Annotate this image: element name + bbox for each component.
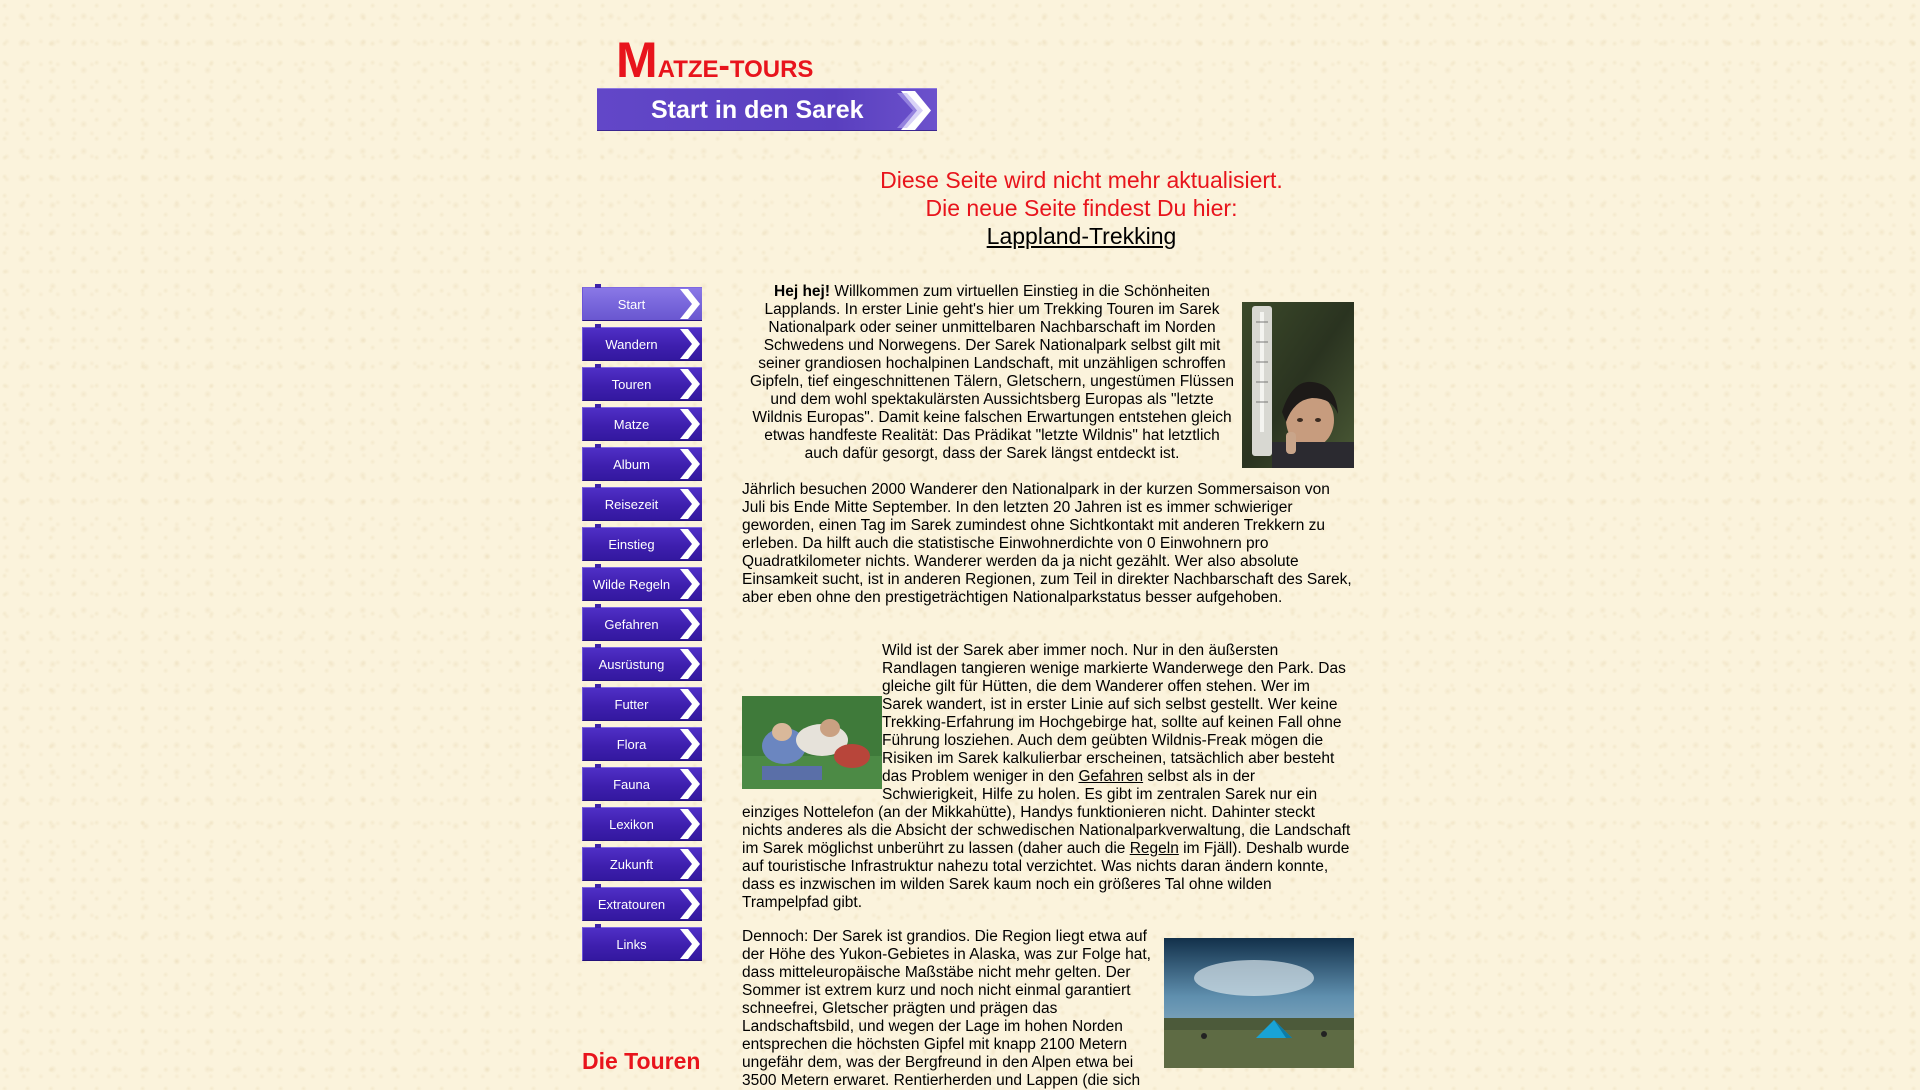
nav-label: Links	[616, 937, 647, 952]
nav-label: Flora	[616, 737, 647, 752]
nav-gefahren[interactable]	[582, 607, 702, 641]
nav-label: Einstieg	[608, 537, 655, 552]
chevron-right-icon	[677, 889, 701, 919]
thermometer-portrait-photo	[1242, 302, 1354, 468]
chevron-right-icon	[897, 91, 933, 130]
intro-text: Willkommen zum virtuellen Einstieg in die Schönheiten Lapplands. In erster Linie geht's hier um Trekking Touren im Sarek Nationalpark oder seiner unmittelbaren Nachbarschaft im Norden Schwedens und Norwegens. Der Sarek Nationalpark selbst gilt mit seiner grandiosen hochalpinen Landschaft, mit unzähligen schroffen Gipfeln, tief eingeschnittenen Tälern, Gletschern, ungestümen Flüssen und dem wohl spektakulärsten Aussichtsberg Europas als "letzte Wildnis Europas". Damit keine falschen Erwartungen entstehen gleich etwas handfeste Realität: Das Prädikat "letzte Wildnis" hat letztlich auch dafür gesorgt, dass der Sarek längst entdeckt ist.	[750, 283, 1234, 462]
nav-label: Wandern	[605, 337, 658, 352]
nav-label: Lexikon	[609, 817, 654, 832]
wilderness-text-a: Wild ist der Sarek aber immer noch. Nur in den äußersten Randlagen tangieren wenige markierte Wanderwege den Park. Das gleiche gilt für Hütten, die dem Wanderer offen stehen. Wer im Sarek wandert, ist in erster Linie auf sich selbst gestellt. Wer keine Trekking-Erfahrung im Hochgebirge hat, sollte auf keinen Fall ohne Führung losziehen. Auch dem geübten Wildnis-Freak mögen die Risiken im Sarek kalkulierbar erscheinen, tatsächlich aber besteht das Problem weniger in den	[882, 642, 1346, 785]
nav-einstieg[interactable]	[582, 527, 702, 561]
chevron-right-icon	[677, 809, 701, 839]
nav-extratouren[interactable]	[582, 887, 702, 921]
chevron-right-icon	[677, 649, 701, 679]
notice-line-2: Die neue Seite findest Du hier:	[925, 195, 1238, 221]
nav-label: Ausrüstung	[598, 657, 665, 672]
nav-zukunft[interactable]	[582, 847, 702, 881]
logo-initial: M	[616, 32, 658, 88]
chevron-right-icon	[677, 529, 701, 559]
tent-camp-photo	[1164, 938, 1354, 1068]
grandeur-paragraph	[742, 928, 1354, 1090]
nav-lexikon[interactable]	[582, 807, 702, 841]
nav-touren[interactable]	[582, 367, 702, 401]
nav-label: Matze	[613, 417, 650, 432]
nav-label: Reisezeit	[604, 497, 659, 512]
intro-greeting: Hej hej!	[774, 283, 831, 300]
notice-line-1: Diese Seite wird nicht mehr aktualisiert.	[880, 167, 1283, 193]
nav-wilde-regeln[interactable]	[582, 567, 702, 601]
main-content	[742, 283, 1354, 1090]
chevron-right-icon	[677, 289, 701, 319]
page-title-banner	[597, 88, 937, 131]
nav-futter[interactable]	[582, 687, 702, 721]
nav-reisezeit[interactable]	[582, 487, 702, 521]
chevron-right-icon	[677, 609, 701, 639]
wilderness-paragraph	[742, 642, 1354, 912]
update-notice	[800, 166, 1363, 250]
nav-album[interactable]	[582, 447, 702, 481]
gefahren-link[interactable]: Gefahren	[1078, 768, 1144, 785]
chevron-right-icon	[677, 449, 701, 479]
touren-heading: Die Touren	[582, 1048, 701, 1074]
chevron-right-icon	[677, 769, 701, 799]
grandeur-text: Dennoch: Der Sarek ist grandios. Die Region liegt etwa auf der Höhe des Yukon-Gebietes in Alaska, was zur Folge hat, dass mitteleuropäische Maßstäbe nicht mehr gelten. Der Sommer ist extrem kurz und noch nicht einmal garantiert schneefrei, Gletscher prägten und prägen das Landschaftsbild, und wegen der Lage im hohen Norden entsprechen die höchsten Gipfel mit knapp 2100 Metern ungefähr dem, was der Bergfreund in den Alpen etwa bei 3500 Metern erwaret. Rentierherden und Lappen (die sich	[742, 928, 1151, 1089]
nav-label: Wilde Regeln	[592, 577, 671, 592]
nav-fauna[interactable]	[582, 767, 702, 801]
nav-label: Zukunft	[609, 857, 654, 872]
chevron-right-icon	[677, 929, 701, 959]
new-site-link[interactable]: Lappland-Trekking	[986, 223, 1177, 249]
nav-matze[interactable]	[582, 407, 702, 441]
main-navigation	[582, 287, 704, 967]
site-logo[interactable]	[616, 34, 813, 92]
nav-flora[interactable]	[582, 727, 702, 761]
chevron-right-icon	[677, 569, 701, 599]
nav-ausruestung[interactable]	[582, 647, 702, 681]
nav-label: Start	[617, 297, 646, 312]
chevron-right-icon	[677, 329, 701, 359]
chevron-right-icon	[677, 689, 701, 719]
chevron-right-icon	[677, 849, 701, 879]
nav-label: Extratouren	[597, 897, 666, 912]
nav-label: Touren	[611, 377, 652, 392]
wilderness-text-b: selbst als in der Schwierigkeit, Hilfe zu holen. Es gibt im zentralen Sarek nur ein einziges Nottelefon (an der Mikkahütte), Handys funktionieren nicht. Dahinter steckt nichts anderes als die Absicht der schwedischen Nationalparkverwaltung, die Landschaft im Sarek möglichst unberührt zu lassen (daher auch die	[742, 768, 1351, 857]
wilderness-text-c: im Fjäll). Deshalb wurde auf touristische Infrastruktur nahezu total verzichtet. Was nichts daran ändern konnte, dass es inzwischen im wilden Sarek kaum noch ein größeres Tal ohne wilden Trampelpfad gibt.	[742, 840, 1350, 911]
chevron-right-icon	[677, 489, 701, 519]
hikers-resting-photo	[742, 696, 882, 789]
nav-label: Futter	[614, 697, 649, 712]
chevron-right-icon	[677, 729, 701, 759]
nav-start[interactable]	[582, 287, 702, 321]
visitors-paragraph: Jährlich besuchen 2000 Wanderer den Nationalpark in der kurzen Sommersaison von Juli bis Ende Mitte September. In den letzten 20 Jahren ist es immer schwieriger geworden, einen Tag im Sarek zumindest ohne Sichtkontakt mit anderen Trekkern zu erleben. Da hilft auch die statistische Einwohnerdichte von 0 Einwohnern pro Quadratkilometer nichts. Wanderer werden da ja nicht gezählt. Wer also absolute Einsamkeit sucht, ist in anderen Regionen, zum Teil in direkter Nachbarschaft des Sarek, aber eben ohne den prestigeträchtigen Nationalparkstatus besser aufgehoben.	[742, 481, 1352, 606]
logo-rest: atze-tours	[657, 47, 814, 85]
page-title: Start in den Sarek	[651, 96, 864, 124]
nav-label: Gefahren	[604, 617, 659, 632]
nav-links[interactable]	[582, 927, 702, 961]
chevron-right-icon	[677, 409, 701, 439]
chevron-right-icon	[677, 369, 701, 399]
nav-wandern[interactable]	[582, 327, 702, 361]
regeln-link[interactable]: Regeln	[1129, 840, 1179, 857]
nav-label: Fauna	[613, 777, 650, 792]
nav-label: Album	[613, 457, 650, 472]
